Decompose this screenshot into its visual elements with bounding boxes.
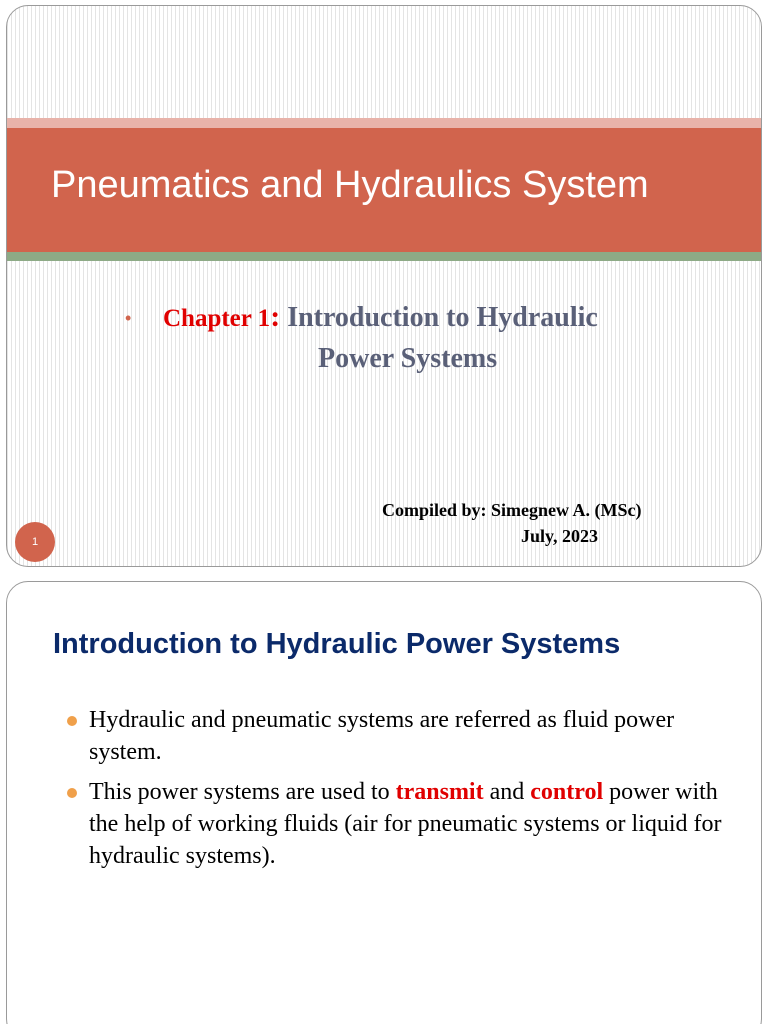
title-bottom-strip: [7, 252, 761, 261]
highlight-transmit: transmit: [395, 779, 484, 805]
slide-2: [6, 581, 762, 1024]
highlight-control: control: [530, 779, 604, 805]
list-item: [67, 704, 727, 768]
chapter-label: Chapter 1: [163, 305, 271, 332]
title-top-strip: [7, 118, 761, 128]
bullet-text: Hydraulic and pneumatic systems are referred as fluid power system.: [89, 707, 675, 765]
bullet-text-after: power with the help of working fluids (air for pneumatic systems or liquid for hydraulic systems).: [89, 779, 722, 869]
bullet-dot: •: [125, 308, 132, 328]
slide-number: 1: [31, 536, 39, 548]
slide-1: [6, 5, 762, 567]
bullet-list: [67, 704, 727, 880]
list-item: [67, 776, 727, 872]
chapter-heading: [163, 300, 598, 334]
bullet-circle-icon: [67, 716, 77, 726]
compiled-by: Compiled by: Simegnew A. (MSc): [382, 500, 642, 520]
bullet-circle-icon: [67, 788, 77, 798]
slide-2-title: Introduction to Hydraulic Power Systems: [53, 628, 621, 660]
slide-title: Pneumatics and Hydraulics System: [51, 164, 649, 206]
slide-number-badge: [15, 522, 55, 562]
chapter-title-line2: Power Systems: [318, 343, 498, 374]
date: July, 2023: [521, 526, 599, 546]
bullet-text-before: This power systems are used to: [89, 779, 396, 805]
chapter-title-line1: Introduction to Hydraulic: [287, 302, 598, 333]
bullet-text-middle: and: [483, 779, 531, 805]
chapter-colon: :: [270, 300, 281, 333]
